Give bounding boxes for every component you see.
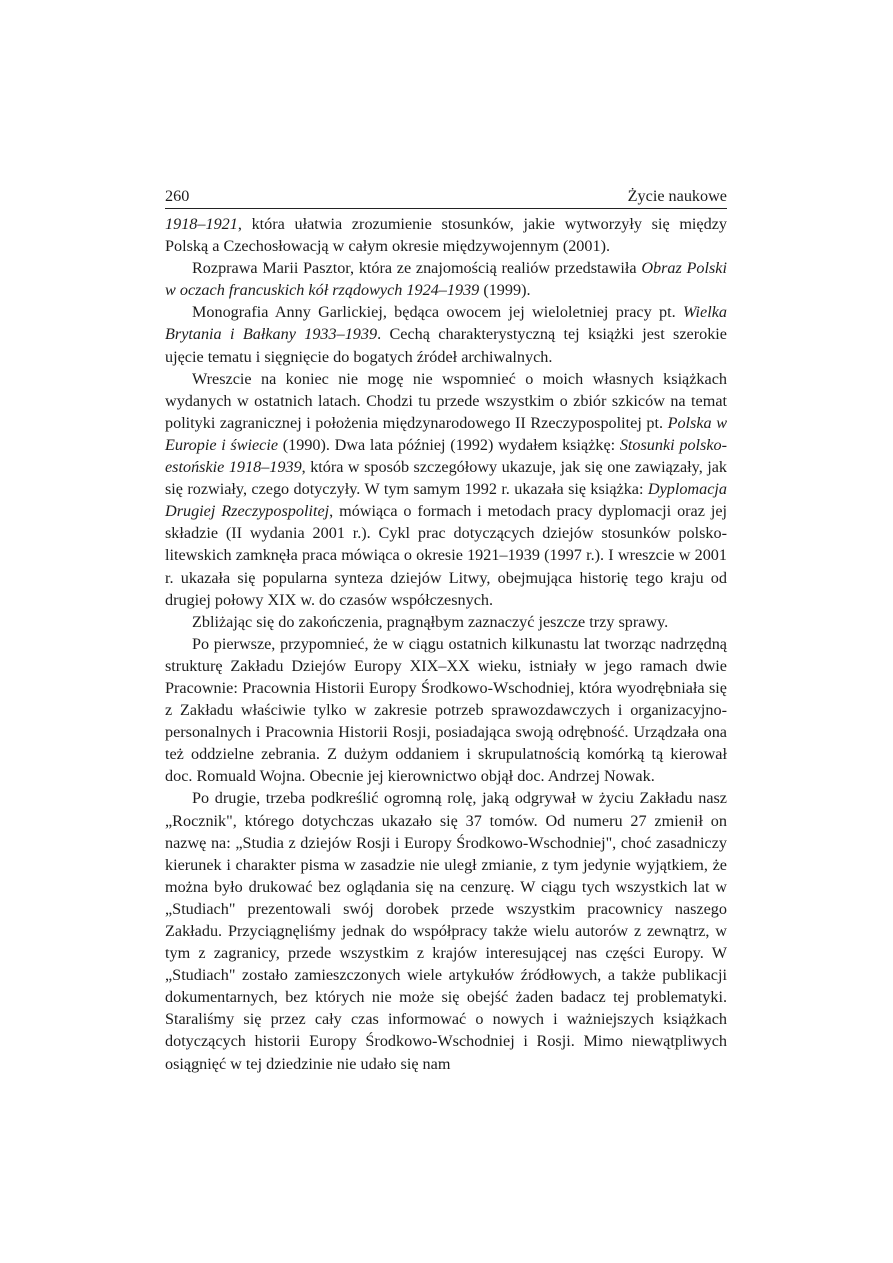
text-run: , mówiąca o formach i metodach pracy dyplomacji oraz jej składzie (II wydania 2001 r.). Cykl prac dotyczących dziejów stosunków polsko-litewskich zamknęła praca mówiąca o okresie 1921–1939 (1997 r.). I wreszcie w 2001 r. ukazała się popularna synteza dziejów Litwy, obejmująca historię tego kraju od drugiej połowy XIX w. do czasów współczesnych. (165, 502, 727, 609)
text-run: Po pierwsze, przypomnieć, że w ciągu ostatnich kilkunastu lat tworząc nadrzędną strukturę Zakładu Dziejów Europy XIX–XX wieku, istniały w jego ramach dwie Pracownie: Pracownia Historii Europy Środkowo-Wschodniej, która wyodrębniała się z Zakładu właściwie tylko w zakresie potrzeb sprawozdawczych i organizacyjno-personalnych i Pracownia Historii Rosji, posiadająca swoją odrębność. Urządzała ona też oddzielne zebrania. Z dużym oddaniem i skrupulatnością komórką tą kierował doc. Romuald Wojna. Obecnie jej kierownictwo objął doc. Andrzej Nowak. (165, 634, 727, 786)
italic-title: Wielka Brytania i Bałkany 1933–1939 (165, 303, 727, 344)
text-run: . Cechą charakterystyczną tej książki jest szerokie ujęcie tematu i sięgnięcie do bogatych źródeł archiwalnych. (165, 325, 727, 366)
paragraph (165, 611, 727, 633)
text-run: (1990). Dwa lata później (1992) wydałem książkę: (278, 435, 620, 454)
text-run: Monografia Anny Garlickiej, będąca owocem jej wieloletniej pracy pt. (192, 303, 683, 322)
paragraph (165, 257, 727, 301)
document-page (165, 185, 727, 1075)
text-run: (1999). (479, 281, 531, 300)
text-run: Po drugie, trzeba podkreślić ogromną rolę, jaką odgrywał w życiu Zakładu nasz „Rocznik", którego dotychczas ukazało się 37 tomów. Od numeru 27 zmienił on nazwę na: „Studia z dziejów Rosji i Europy Środkowo-Wschodniej", choć zasadniczy kierunek i charakter pisma w zasadzie nie uległ zmianie, z tym jedynie wyjątkiem, że można było drukować bez oglądania się na cenzurę. W ciągu tych wszystkich lat w „Studiach" prezentowali swój dorobek przede wszystkim pracownicy naszego Zakładu. Przyciągnęliśmy jednak do współpracy także wielu autorów z zewnątrz, w tym z zagranicy, przede wszystkim z krajów interesującej nas części Europy. W „Studiach" zostało zamieszczonych wiele artykułów źródłowych, a także publikacji dokumentarnych, bez których nie może się obejść żaden badacz tej problematyki. Staraliśmy się przez cały czas informować o nowych i ważniejszych książkach dotyczących historii Europy Środkowo-Wschodniej i Rosji. Mimo niewątpliwych osiągnięć w tej dziedzinie nie udało się nam (165, 789, 727, 1073)
running-header (165, 185, 727, 209)
paragraph (165, 368, 727, 611)
body-text (165, 213, 727, 1075)
paragraph (165, 213, 727, 257)
italic-title: 1918–1921 (165, 215, 238, 233)
italic-title: Polska w Europie i świecie (165, 413, 727, 454)
text-run: , która w sposób szczegółowy ukazuje, jak się one zawiązały, jak się rozwiały, czego dotyczyły. W tym samym 1992 r. ukazała się książka: (165, 458, 728, 499)
running-title: Życie naukowe (627, 187, 727, 205)
text-run: Wreszcie na koniec nie mogę nie wspomnieć o moich własnych książkach wydanych w ostatnich latach. Chodzi tu przede wszystkim o zbiór szkiców na temat polityki zagranicznej i położenia międzynarodowego II Rzeczypospolitej pt. (165, 369, 727, 432)
page-number: 260 (165, 187, 190, 205)
italic-title: Dyplomacja Drugiej Rzeczypospolitej (165, 480, 727, 521)
italic-title: Stosunki polsko-estońskie 1918–1939 (165, 435, 727, 477)
paragraph (165, 633, 727, 788)
paragraph (165, 787, 727, 1074)
text-run: Zbliżając się do zakończenia, pragnąłbym zaznaczyć jeszcze trzy sprawy. (192, 612, 669, 631)
italic-title: Obraz Polski w oczach francuskich kół rządowych 1924–1939 (165, 259, 727, 300)
text-run: , która ułatwia zrozumienie stosunków, jakie wytworzyły się między Polską a Czechosłowacją w całym okresie międzywojennym (2001). (165, 215, 727, 256)
text-run: Rozprawa Marii Pasztor, która ze znajomością realiów przedstawiła (192, 259, 642, 278)
paragraph (165, 301, 727, 367)
